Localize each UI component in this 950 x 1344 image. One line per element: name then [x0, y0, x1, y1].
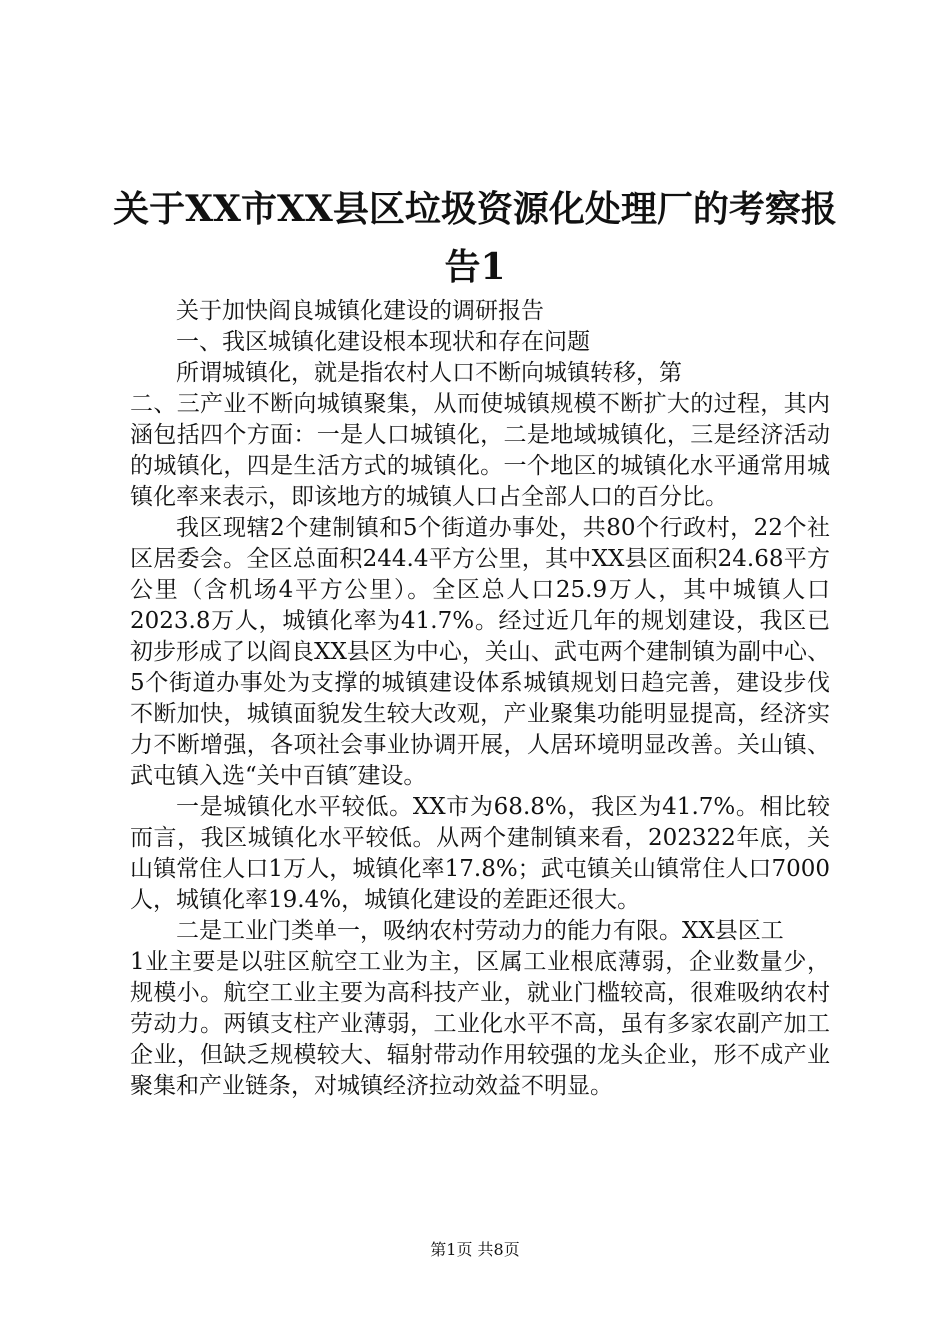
title-line-2: 告1 [444, 246, 506, 288]
paragraph-section-heading: 一、我区城镇化建设根本现状和存在问题 [176, 329, 590, 355]
page-footer: 第1页 共8页 [430, 1240, 520, 1259]
paragraph-district-overview: 我区现辖2个建制镇和5个街道办事处，共80个行政村，22个社区居委会。全区总面积244.4平方公里，其中XX县区面积24.68平方公里（含机场4平方公里）。全区总人口25.9万人，其中城镇人口2023.8万人，城镇化率为41.7%。经过近几年的规划建设，我区已初步形成了以阎良XX县区为中心，关山、武屯两个建制镇为副中心、5个街道办事处为支撑的城镇建设体系城镇规划日趋完善，建设步伐不断加快，城镇面貌发生较大改观，产业聚集功能明显提高，经济实力不断增强，各项社会事业协调开展，人居环境明显改善。关山镇、武屯镇入选“关中百镇″建设。 [130, 515, 830, 789]
title-line-1: 关于XX市XX县区垃圾资源化处理厂的考察报 [113, 188, 837, 230]
paragraph-industry-heading: 二是工业门类单一，吸纳农村劳动力的能力有限。XX县区工 [176, 918, 784, 944]
document-body [130, 296, 830, 1102]
document-title [100, 180, 850, 296]
paragraph-industry-body: 1业主要是以驻区航空工业为主，区属工业根底薄弱，企业数量少，规模小。航空工业主要为高科技产业，就业门槛较高，很难吸纳农村劳动力。两镇支柱产业薄弱，工业化水平不高，虽有多家农副产加工企业，但缺乏规模较大、辐射带动作用较强的龙头企业，形不成产业聚集和产业链条，对城镇经济拉动效益不明显。 [130, 949, 830, 1099]
paragraph-report-heading: 关于加快阎良城镇化建设的调研报告 [176, 298, 544, 324]
paragraph-urbanization-level: 一是城镇化水平较低。XX市为68.8%，我区为41.7%。相比较而言，我区城镇化水平较低。从两个建制镇来看，202322年底，关山镇常住人口1万人，城镇化率17.8%；武屯镇关山镇常住人口7000人，城镇化率19.4%，城镇化建设的差距还很大。 [130, 794, 830, 913]
paragraph-definition-start: 所谓城镇化，就是指农村人口不断向城镇转移，第 [176, 360, 682, 386]
paragraph-definition-body: 二、三产业不断向城镇聚集，从而使城镇规模不断扩大的过程，其内涵包括四个方面：一是人口城镇化，二是地域城镇化，三是经济活动的城镇化，四是生活方式的城镇化。一个地区的城镇化水平通常用城镇化率来表示，即该地方的城镇人口占全部人口的百分比。 [130, 391, 830, 510]
